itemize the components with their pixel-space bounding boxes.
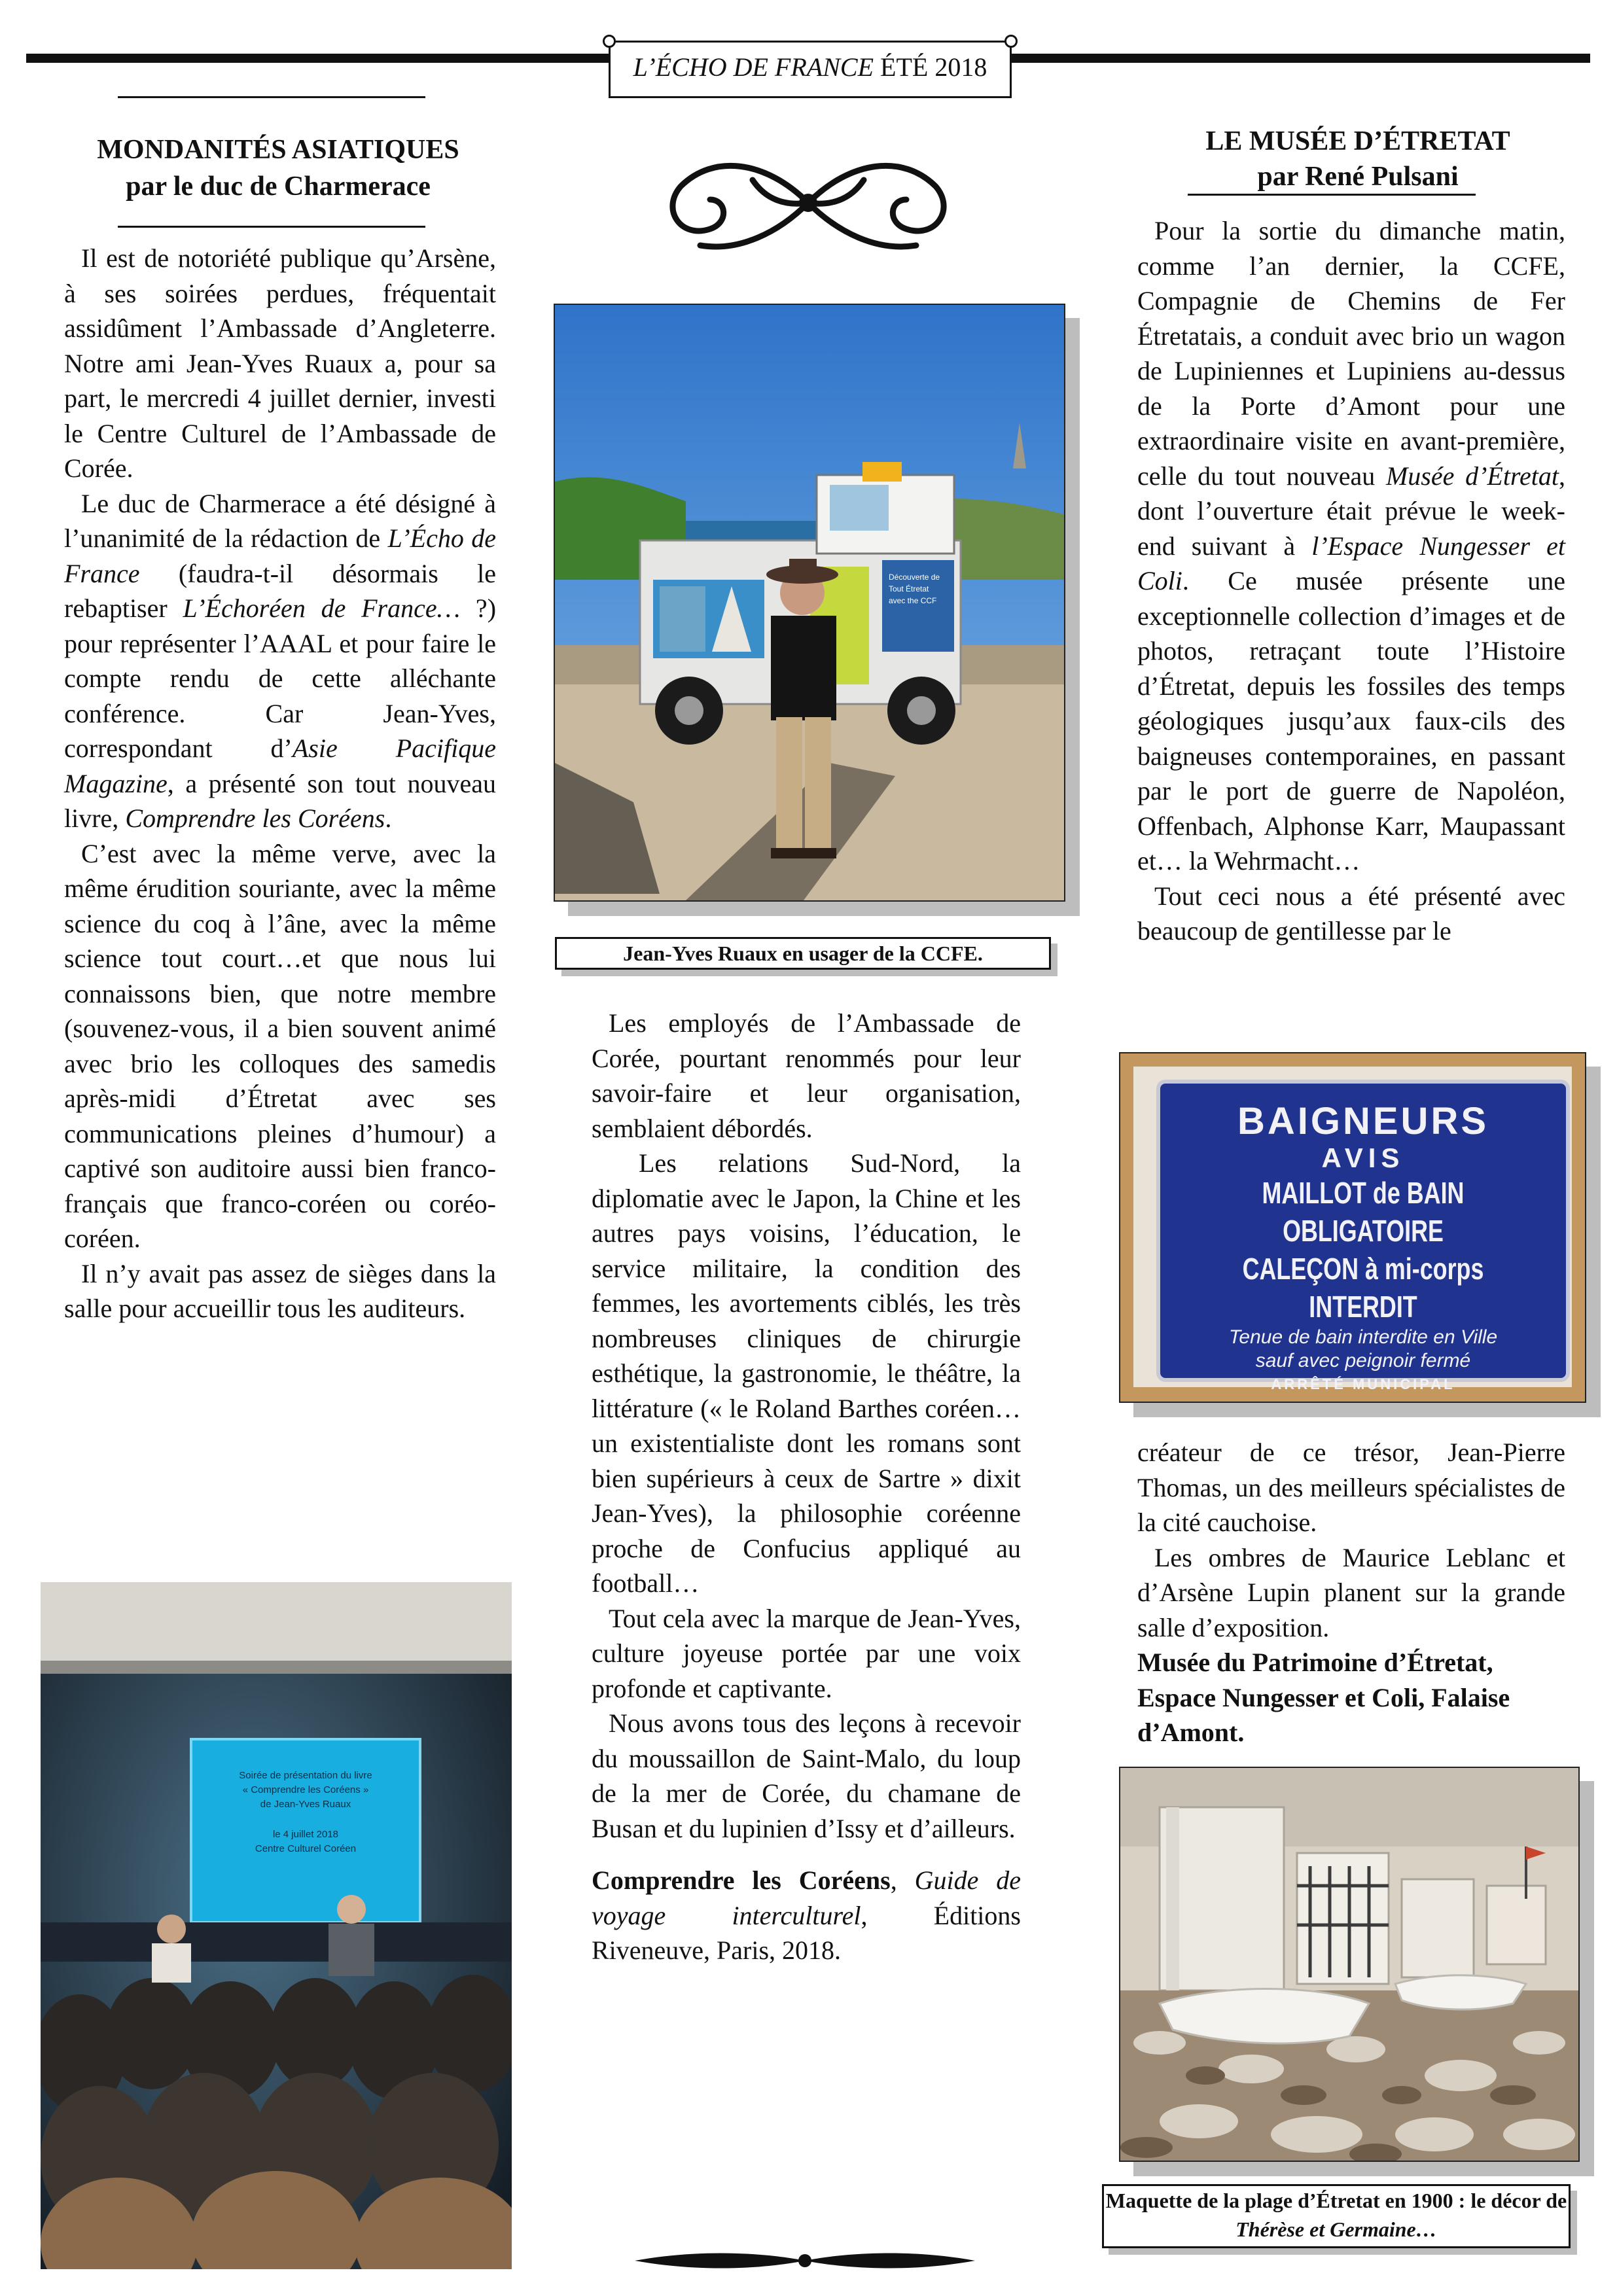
beach-model-photo	[1119, 1767, 1580, 2162]
left-article-byline: par le duc de Charmerace	[126, 171, 431, 202]
sign-line-2: AVIS	[1321, 1142, 1405, 1173]
screen-line-4: le 4 juillet 2018	[272, 1829, 339, 1840]
bottom-flourish-ornament	[628, 2241, 982, 2280]
flourish-ornament	[654, 147, 962, 258]
masthead	[609, 41, 1012, 98]
museum-address: Musée du Patrimoine d’Étretat, Espace Nungesser et Coli, Falaise d’Amont.	[1137, 1648, 1510, 1747]
sign-line-4: CALEÇON à mi-corps INTERDIT	[1242, 1252, 1484, 1324]
center-paragraph-4: Nous avons tous des leçons à recevoir du moussaillon de Saint-Malo, du loup de la mer de Corée, du chamane de Busan et du lupinien d’Issy et d’ailleurs.	[592, 1708, 1021, 1843]
screen-line-5: Centre Culturel Coréen	[255, 1843, 357, 1854]
left-paragraph-4: Il n’y avait pas assez de sièges dans la salle pour accueillir tous les auditeurs.	[64, 1258, 496, 1323]
right-paragraph-1: Pour la sortie du dimanche matin, comme l’an dernier, la CCFE, Compagnie de Chemins de Fer Étretatais, a conduit avec brio un wagon de Lupiniennes et Lupiniens au-dessus de la Porte d’Amont pour une extraordinaire visite en avant-première, celle du tout nouveau Musée d’Étretat, dont l’ouverture était prévue le week-end suivant à l’Espace Nungesser et Coli. Ce musée présente une exceptionnelle collection d’images et de photos, retraçant toute l’Histoire d’Étretat, depuis les fossiles des temps géologiques jusqu’aux faux-cils des baigneuses contemporaines, en passant par le port de guerre de Napoléon, Offenbach, Alphonse Karr, Maupassant et… la Wehrmacht…	[1137, 216, 1565, 875]
right-paragraph-3: créateur de ce trésor, Jean-Pierre Thomas, un des meilleurs spécialistes de la cité cauchoise.	[1137, 1438, 1565, 1537]
masthead-title: L’ÉCHO DE FRANCE	[633, 52, 874, 82]
panel-line-2: Tout Étretat	[889, 584, 929, 593]
train-photo	[554, 304, 1065, 902]
left-article-body	[64, 241, 496, 1326]
sign-line-6: sauf avec peignoir fermé	[1255, 1350, 1471, 1371]
sign-line-7: ARRÊTÉ MUNICIPAL	[1271, 1376, 1455, 1392]
sign-line-1: BAIGNEURS	[1237, 1100, 1489, 1142]
left-title-rule-top	[118, 96, 425, 98]
left-paragraph-2: Le duc de Charmerace a été désigné à l’unanimité de la rédaction de L’Écho de France (faudra-t-il désormais le rebaptiser L’Échoréen de France… ?) pour représenter l’AAAL et pour faire le compte rendu de cette alléchante conférence. Car Jean-Yves, correspondant d’Asie Pacifique Magazine, a présenté son tout nouveau livre, Comprendre les Coréens.	[64, 488, 497, 833]
conference-photo	[41, 1582, 512, 2269]
screen-line-1: Soirée de présentation du livre	[239, 1770, 372, 1781]
left-paragraph-1: Il est de notoriété publique qu’Arsène, à ses soirées perdues, fréquentait assidûment l’Ambassade d’Angleterre. Notre ami Jean-Yves Ruaux a, pour sa part, le mercredi 4 juillet dernier, investi le Centre Culturel de l’Ambassade de Corée.	[64, 243, 496, 483]
center-article-body	[592, 1006, 1021, 1968]
panel-line-1: Découverte de	[889, 573, 940, 582]
sign-line-5: Tenue de bain interdite en Ville	[1228, 1326, 1498, 1348]
right-paragraph-4: Les ombres de Maurice Leblanc et d’Arsène Lupin planent sur la grande salle d’exposition.	[1137, 1542, 1565, 1642]
right-article-body-top	[1137, 213, 1565, 949]
center-paragraph-1: Les employés de l’Ambassade de Corée, pourtant renommés pour leur savoir-faire et leur organisation, semblaient débordés.	[592, 1008, 1021, 1143]
beach-model-caption: Maquette de la plage d’Étretat en 1900 : le décor de Thérèse et Germaine…	[1102, 2184, 1571, 2248]
screen-line-3: de Jean-Yves Ruaux	[260, 1799, 351, 1810]
header-rule-right	[1008, 54, 1590, 63]
baigneurs-sign-photo	[1119, 1052, 1586, 1403]
masthead-season: ÉTÉ 2018	[874, 52, 987, 82]
right-paragraph-2: Tout ceci nous a été présenté avec beaucoup de gentillesse par le	[1137, 881, 1565, 945]
enamel-sign	[1156, 1080, 1570, 1392]
center-paragraph-2: Les relations Sud-Nord, la diplomatie avec le Japon, la Chine et les autres pays voisins, l’éducation, le service militaire, la condition des femmes, les avortements ciblés, les très nombreuses cliniques de chirurgie esthétique, la gastronomie, le théâtre, la littérature (« le Roland Barthes coréen… un existentialiste dont les romans sont bien supérieurs à ceux de Sartre » dixit Jean-Yves), la philosophie coréenne proche de Confucius appliqué au football…	[592, 1148, 1021, 1598]
right-article-title: LE MUSÉE D’ÉTRETAT	[1205, 126, 1510, 156]
book-reference: Comprendre les Coréens, Guide de voyage interculturel, Éditions Riveneuve, Paris, 2018.	[592, 1865, 1021, 1965]
left-title-rule-bottom	[118, 226, 425, 228]
left-paragraph-3: C’est avec la même verve, avec la même érudition souriante, avec la même science du coq à l’âne, avec la même science tout court…et que nous lui connaissons bien, que notre membre (souvenez-vous, il a bien souvent animé avec brio les colloques des samedis après-midi d’Étretat avec ses communications pleines d’humour) a captivé son auditoire aussi bien franco-français que franco-coréen ou coréo-coréen.	[64, 838, 496, 1253]
right-article-body-bottom	[1137, 1435, 1565, 1750]
center-paragraph-3: Tout cela avec la marque de Jean-Yves, culture joyeuse portée par une voix profonde et captivante.	[592, 1603, 1021, 1703]
sign-line-3: MAILLOT de BAIN OBLIGATOIRE	[1262, 1176, 1465, 1248]
right-article-byline: par René Pulsani	[1257, 162, 1459, 192]
train-photo-caption: Jean-Yves Ruaux en usager de la CCFE.	[555, 937, 1051, 970]
left-article-title: MONDANITÉS ASIATIQUES	[97, 135, 459, 165]
right-title-rule	[1188, 194, 1476, 196]
panel-line-3: avec the CCF	[889, 596, 937, 605]
header-rule-left	[26, 54, 609, 63]
screen-line-2: « Comprendre les Coréens »	[242, 1784, 369, 1795]
